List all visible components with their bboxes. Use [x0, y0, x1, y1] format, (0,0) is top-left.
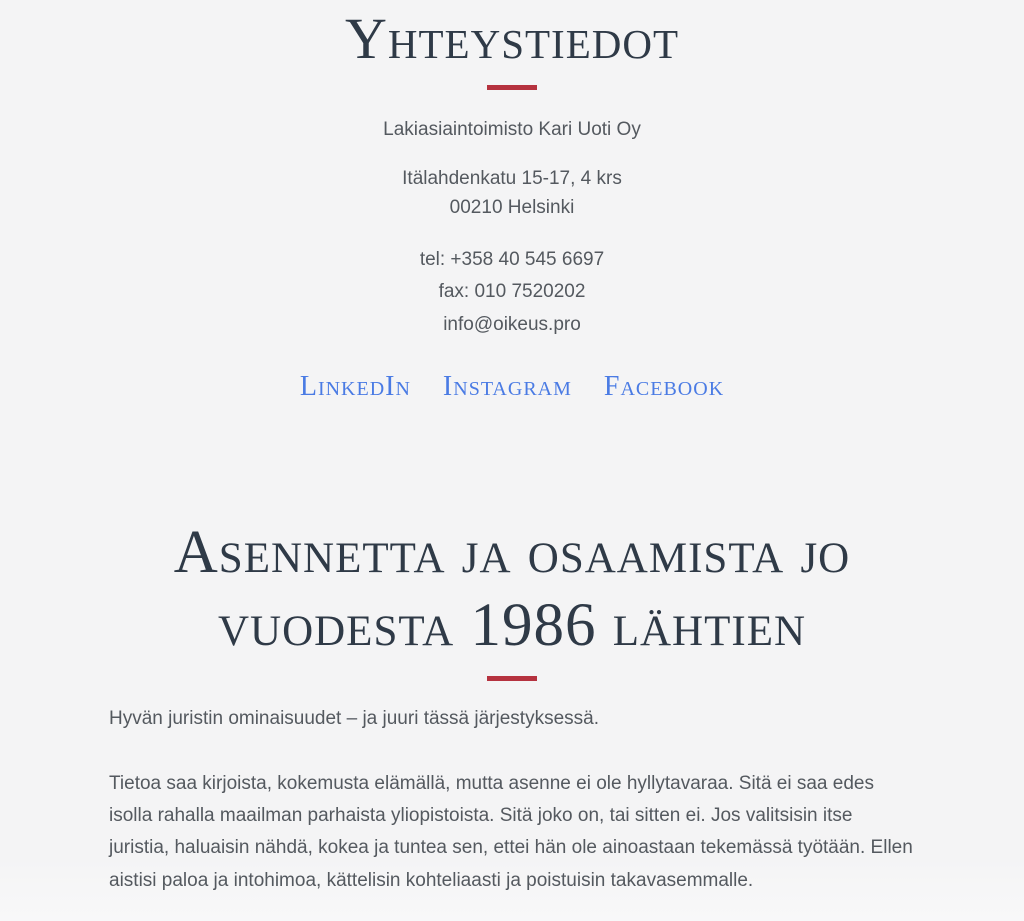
about-copy: [109, 703, 915, 896]
about-body-paragraph: Tietoa saa kirjoista, kokemusta elämällä, mutta asenne ei ole hyllytavaraa. Sitä ei saa edes isolla rahalla maailman parhaista yliopistoista. Sitä joko on, tai sitten ei. Jos valitsisin itse juristia, haluaisin nähdä, kokea ja tuntea sen, ettei hän ole ainoastaan tekemässä työtään. Ellen aistisi paloa ja intohimoa, kättelisin kohteliaasti ja poistuisin takavasemmalle.: [109, 772, 913, 891]
instagram-link[interactable]: Instagram: [442, 371, 572, 403]
about-heading: [0, 516, 1024, 662]
about-section: [0, 516, 1024, 897]
linkedin-link[interactable]: LinkedIn: [299, 371, 411, 403]
about-intro-paragraph: Hyvän juristin ominaisuudet – ja juuri tässä järjestyksessä.: [109, 708, 599, 730]
email-address: info@oikeus.pro: [443, 313, 581, 335]
about-heading-line2: vuodesta 1986 lähtien: [217, 592, 807, 660]
red-divider: [487, 676, 537, 681]
phone-block: [0, 244, 1024, 341]
about-heading-line1: Asennetta ja osaamista jo: [173, 519, 851, 587]
social-links: [0, 371, 1024, 403]
facebook-link[interactable]: Facebook: [603, 371, 725, 403]
contact-section-title: Yhteystiedot: [345, 6, 679, 71]
fax-number: fax: 010 7520202: [438, 281, 586, 303]
phone-number: tel: +358 40 545 6697: [419, 249, 605, 271]
red-divider: [487, 85, 537, 90]
address-street: Itälahdenkatu 15-17, 4 krs: [402, 168, 622, 190]
company-name: Lakiasiaintoimisto Kari Uoti Oy: [383, 118, 641, 140]
address-block: [0, 165, 1024, 222]
contact-section: [0, 6, 1024, 403]
address-city: 00210 Helsinki: [449, 196, 575, 218]
